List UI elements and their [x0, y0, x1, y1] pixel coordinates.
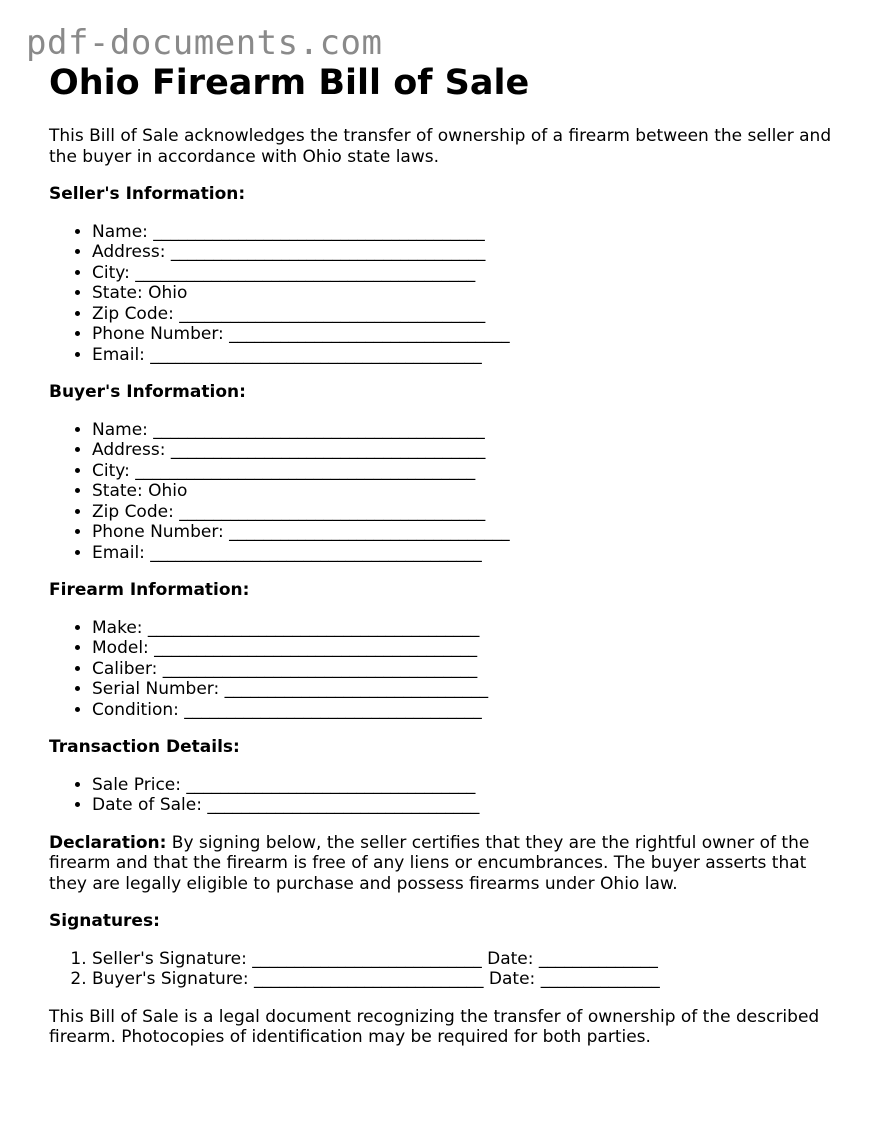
watermark: pdf-documents.com — [26, 23, 383, 63]
seller-heading: Seller's Information: — [49, 184, 246, 204]
buyer-phone-field[interactable]: • Phone Number: _________________________________ — [92, 522, 849, 543]
intro-paragraph: This Bill of Sale acknowledges the transfer of ownership of a firearm between the seller and the buyer in accordance with Ohio state laws. — [49, 126, 832, 167]
buyer-name-field[interactable]: • Name: _______________________________________ — [92, 420, 849, 441]
seller-state: • State: Ohio — [92, 283, 849, 304]
closing-paragraph: This Bill of Sale is a legal document recognizing the transfer of ownership of the described firearm. Photocopies of identification may be required for both parties. — [49, 1006, 820, 1047]
firearm-model-field[interactable]: • Model: ______________________________________ — [92, 638, 849, 659]
signatures-list — [49, 949, 849, 990]
firearm-info-list — [49, 618, 849, 721]
buyer-state: • State: Ohio — [92, 481, 849, 502]
declaration-paragraph — [49, 833, 849, 895]
transaction-list — [49, 775, 849, 816]
transaction-heading: Transaction Details: — [49, 737, 240, 757]
firearm-heading: Firearm Information: — [49, 580, 250, 600]
buyer-address-field[interactable]: • Address: _____________________________________ — [92, 440, 849, 461]
buyer-signature-field[interactable]: 2. Buyer's Signature: ___________________________ Date: ______________ — [92, 969, 849, 990]
seller-address-field[interactable]: • Address: _____________________________________ — [92, 242, 849, 263]
seller-name-field[interactable]: • Name: _______________________________________ — [92, 222, 849, 243]
sale-price-field[interactable]: • Sale Price: __________________________________ — [92, 775, 849, 796]
buyer-info-list — [49, 420, 849, 564]
signatures-heading: Signatures: — [49, 911, 160, 931]
buyer-heading: Buyer's Information: — [49, 382, 246, 402]
seller-phone-field[interactable]: • Phone Number: _________________________________ — [92, 324, 849, 345]
seller-city-field[interactable]: • City: ________________________________________ — [92, 263, 849, 284]
seller-email-field[interactable]: • Email: _______________________________________ — [92, 345, 849, 366]
declaration-text: By signing below, the seller certifies that they are the rightful owner of the firearm and that the firearm is free of any liens or encumbrances. The buyer asserts that they are legally eligible to purchase and possess firearms under Ohio law. — [49, 832, 810, 894]
firearm-caliber-field[interactable]: • Caliber: _____________________________________ — [92, 659, 849, 680]
buyer-email-field[interactable]: • Email: _______________________________________ — [92, 543, 849, 564]
firearm-serial-field[interactable]: • Serial Number: _______________________________ — [92, 679, 849, 700]
seller-zip-field[interactable]: • Zip Code: ____________________________________ — [92, 304, 849, 325]
seller-signature-field[interactable]: 1. Seller's Signature: ___________________________ Date: ______________ — [92, 949, 849, 970]
firearm-condition-field[interactable]: • Condition: ___________________________________ — [92, 700, 849, 721]
page-title: Ohio Firearm Bill of Sale — [49, 63, 530, 103]
buyer-city-field[interactable]: • City: ________________________________________ — [92, 461, 849, 482]
declaration-label: Declaration: — [49, 832, 167, 853]
sale-date-field[interactable]: • Date of Sale: ________________________________ — [92, 795, 849, 816]
seller-info-list — [49, 222, 849, 366]
buyer-zip-field[interactable]: • Zip Code: ____________________________________ — [92, 502, 849, 523]
firearm-make-field[interactable]: • Make: _______________________________________ — [92, 618, 849, 639]
document-page — [49, 60, 849, 1048]
